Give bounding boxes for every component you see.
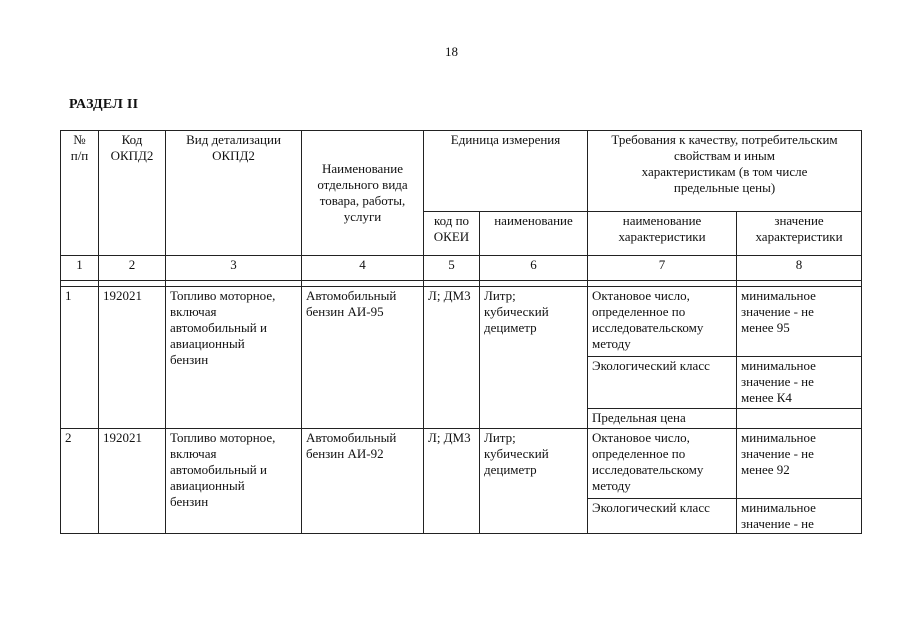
- header-requirements-group: [588, 131, 862, 212]
- text-line: Автомобильный: [306, 430, 397, 445]
- characteristic-name: [588, 287, 737, 357]
- row-num: 2: [61, 429, 99, 534]
- table-row: [61, 287, 862, 357]
- column-number: 7: [588, 256, 737, 281]
- text-line: услуги: [343, 209, 382, 224]
- text-line: бензин: [170, 352, 209, 367]
- text-line: значение: [774, 213, 824, 228]
- header-unit-group: Единица измерения: [424, 131, 588, 212]
- row-code: 192021: [99, 287, 166, 429]
- column-number: 4: [302, 256, 424, 281]
- characteristic-name: [588, 499, 737, 534]
- row-detail: [166, 287, 302, 429]
- header-num: [61, 131, 99, 256]
- text-line: Топливо моторное,: [170, 288, 276, 303]
- characteristic-value: [737, 409, 862, 429]
- text-line: характеристики: [755, 229, 843, 244]
- header-unit-name: наименование: [480, 212, 588, 256]
- text-line: Наименование: [322, 161, 403, 176]
- header-name: [302, 131, 424, 256]
- characteristic-value: [737, 357, 862, 409]
- row-unit-name: [480, 429, 588, 534]
- row-unit-code: Л; ДМ3: [424, 429, 480, 534]
- characteristic-name: [588, 409, 737, 429]
- text-line: исследовательскому: [592, 320, 704, 335]
- text-line: свойствам и иным: [674, 148, 776, 163]
- characteristic-name: [588, 429, 737, 499]
- characteristic-value: [737, 287, 862, 357]
- requirements-table: [60, 130, 862, 534]
- text-line: Экологический класс: [592, 358, 710, 373]
- text-line: включая: [170, 304, 217, 319]
- text-line: Автомобильный: [306, 288, 397, 303]
- text-line: ОКЕИ: [433, 229, 470, 244]
- text-line: определенное по: [592, 304, 686, 319]
- text-line: значение - не: [741, 374, 814, 389]
- row-product-name: [302, 429, 424, 534]
- text-line: дециметр: [484, 320, 537, 335]
- text-line: исследовательскому: [592, 462, 704, 477]
- text-line: автомобильный и: [170, 320, 267, 335]
- text-line: значение - не: [741, 516, 814, 531]
- text-line: авиационный: [170, 478, 245, 493]
- text-line: значение - не: [741, 446, 814, 461]
- text-line: Топливо моторное,: [170, 430, 276, 445]
- header-code: [99, 131, 166, 256]
- table-row: [61, 429, 862, 499]
- text-line: включая: [170, 446, 217, 461]
- characteristic-name: [588, 357, 737, 409]
- text-line: код по: [433, 213, 470, 228]
- text-line: кубический: [484, 304, 549, 319]
- text-line: ОКПД2: [110, 148, 154, 163]
- text-line: товара, работы,: [319, 193, 406, 208]
- text-line: Экологический класс: [592, 500, 710, 515]
- header-char-name: [588, 212, 737, 256]
- characteristic-value: [737, 499, 862, 534]
- row-num: 1: [61, 287, 99, 429]
- text-line: авиационный: [170, 336, 245, 351]
- text-line: минимальное: [741, 288, 816, 303]
- text-line: характеристикам (в том числе: [641, 164, 808, 179]
- text-line: менее 92: [741, 462, 790, 477]
- text-line: бензин АИ-95: [306, 304, 384, 319]
- text-line: наименование: [622, 213, 702, 228]
- row-detail: [166, 429, 302, 534]
- text-line: Вид детализации: [186, 132, 281, 147]
- text-line: бензин: [170, 494, 209, 509]
- text-line: Код: [121, 132, 143, 147]
- text-line: кубический: [484, 446, 549, 461]
- row-product-name: [302, 287, 424, 429]
- text-line: ОКПД2: [212, 148, 255, 163]
- text-line: Литр;: [484, 288, 516, 303]
- text-line: минимальное: [741, 430, 816, 445]
- column-number: 6: [480, 256, 588, 281]
- text-line: Литр;: [484, 430, 516, 445]
- text-line: значение - не: [741, 304, 814, 319]
- text-line: бензин АИ-92: [306, 446, 384, 461]
- section-title: РАЗДЕЛ II: [69, 97, 139, 112]
- text-line: менее К4: [741, 390, 792, 405]
- text-line: Требования к качеству, потребительским: [611, 132, 838, 147]
- header-unit-code: [424, 212, 480, 256]
- text-line: менее 95: [741, 320, 790, 335]
- text-line: минимальное: [741, 358, 816, 373]
- column-number: 1: [61, 256, 99, 281]
- text-line: автомобильный и: [170, 462, 267, 477]
- text-line: п/п: [70, 148, 89, 163]
- header-char-value: [737, 212, 862, 256]
- column-number: 5: [424, 256, 480, 281]
- text-line: отдельного вида: [317, 177, 408, 192]
- row-code: 192021: [99, 429, 166, 534]
- header-detail: [166, 131, 302, 256]
- text-line: Предельная цена: [592, 410, 686, 425]
- row-unit-code: Л; ДМ3: [424, 287, 480, 429]
- text-line: Октановое число,: [592, 288, 690, 303]
- text-line: предельные цены): [673, 180, 776, 195]
- column-number: 3: [166, 256, 302, 281]
- column-number: 2: [99, 256, 166, 281]
- text-line: характеристики: [618, 229, 706, 244]
- row-unit-name: [480, 287, 588, 429]
- text-line: Октановое число,: [592, 430, 690, 445]
- text-line: определенное по: [592, 446, 686, 461]
- text-line: №: [73, 132, 86, 147]
- text-line: дециметр: [484, 462, 537, 477]
- text-line: методу: [592, 336, 631, 351]
- characteristic-value: [737, 429, 862, 499]
- page-number: 18: [445, 44, 458, 59]
- text-line: методу: [592, 478, 631, 493]
- column-number: 8: [737, 256, 862, 281]
- text-line: минимальное: [741, 500, 816, 515]
